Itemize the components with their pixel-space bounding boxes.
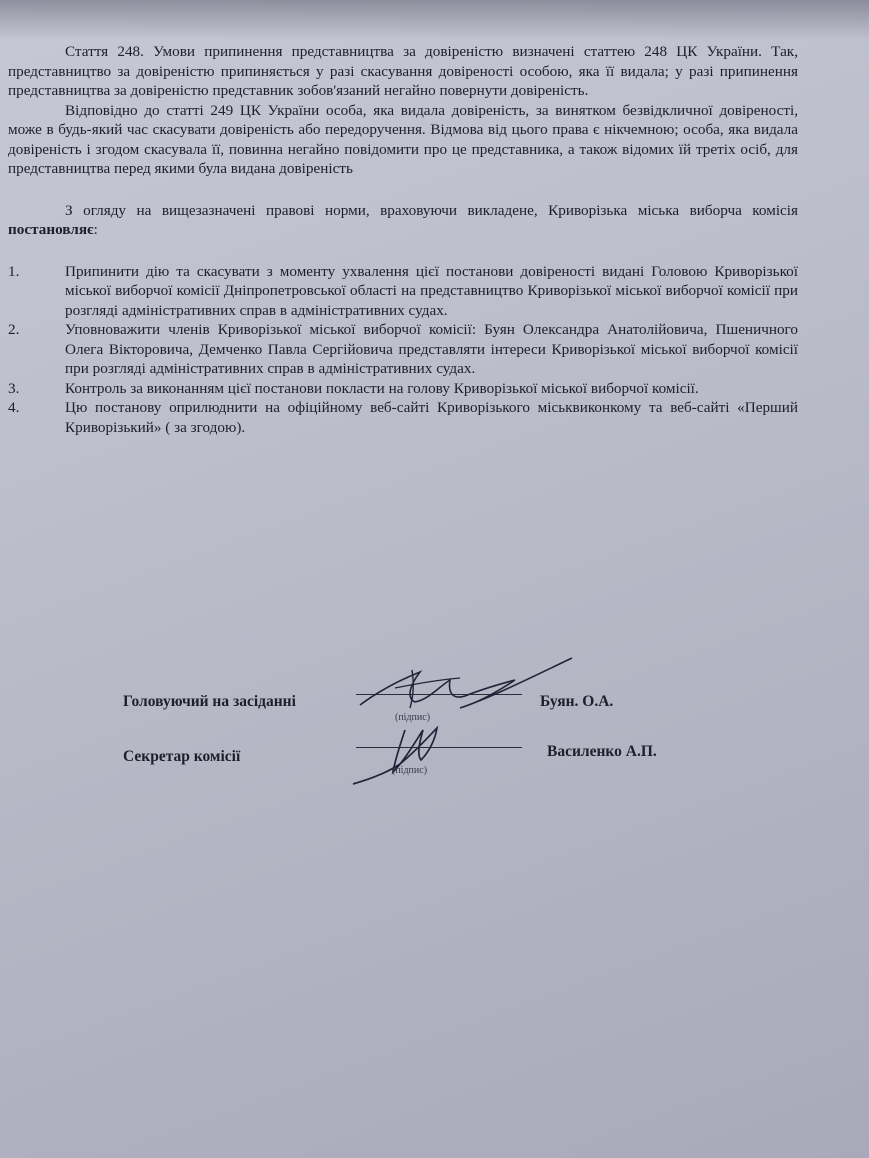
resolution-text: Припинити дію та скасувати з моменту ухвалення цієї постанови довіреності видані Головою Криворізької міської виборчої комісії Дніпропетровської області на представництво Криворізької міської виборчої комісії при розгляді адміністративних справ в адміністративних судах. — [65, 262, 798, 319]
secretary-signature-caption: (підпис) — [392, 765, 428, 776]
resolution-number: 3. — [8, 379, 20, 397]
secretary-title: Секретар комісії — [123, 748, 241, 765]
resolution-item — [8, 320, 798, 379]
intro-colon: : — [93, 221, 98, 238]
page-shadow — [0, 0, 869, 40]
paragraph-article-248: Стаття 248. Умови припинення представництва за довіреністю визначені статтею 248 ЦК України. Так, представництво за довіреністю припиняється у разі скасування довіреності особою, яка її видала; у разі припинення представництва за довіреністю представник зобов'язаний негайно повернути довіреність. — [8, 43, 798, 99]
resolution-item — [8, 262, 798, 321]
resolution-text: Контроль за виконанням цієї постанови покласти на голову Криворізької міської виборчої комісії. — [65, 379, 699, 397]
intro-text: З огляду на вищезазначені правові норми, враховуючи викладене, Криворізька міська виборча комісія — [65, 201, 798, 219]
resolution-text: Цю постанову оприлюднити на офіційному веб-сайті Криворізького міськвиконкому та веб-сайті «Перший Криворізький» ( за згодою). — [65, 399, 798, 436]
chair-title: Головуючий на засіданні — [123, 693, 296, 710]
resolution-item — [8, 398, 798, 437]
document-body — [8, 42, 798, 437]
resolution-text: Уповноважити членів Криворізької міської виборчої комісії: Буян Олександра Анатолійовича, Пшеничного Олега Вікторовича, Демченко Павла Сергійовича представляти інтереси Криворізької міської виборчої комісії при розгляді адміністративних справ в адміністративних судах. — [65, 321, 798, 377]
secretary-signature-image — [345, 700, 465, 790]
paragraph-article-249: Відповідно до статті 249 ЦК України особа, яка видала довіреність, за винятком безвідкличної довіреності, може в будь-який час скасувати довіреність або передоручення. Відмова від цього права є нікчемною; особа, яка видала довіреність і згодом скасувала її, повинна негайно повідомити про це представника, а також відомих їй третіх осіб, для представництва перед якими була видана довіреність — [8, 101, 798, 177]
paragraph-resolution-intro — [8, 201, 798, 240]
chair-name: Буян. О.А. — [540, 693, 614, 710]
resolution-number: 4. — [8, 399, 20, 416]
secretary-name: Василенко А.П. — [547, 743, 657, 760]
resolution-number: 2. — [8, 321, 20, 338]
resolution-number: 1. — [8, 262, 20, 280]
resolution-item — [8, 379, 798, 399]
intro-decides: постановляє — [8, 221, 94, 238]
chair-signature-caption: (підпис) — [395, 712, 431, 723]
